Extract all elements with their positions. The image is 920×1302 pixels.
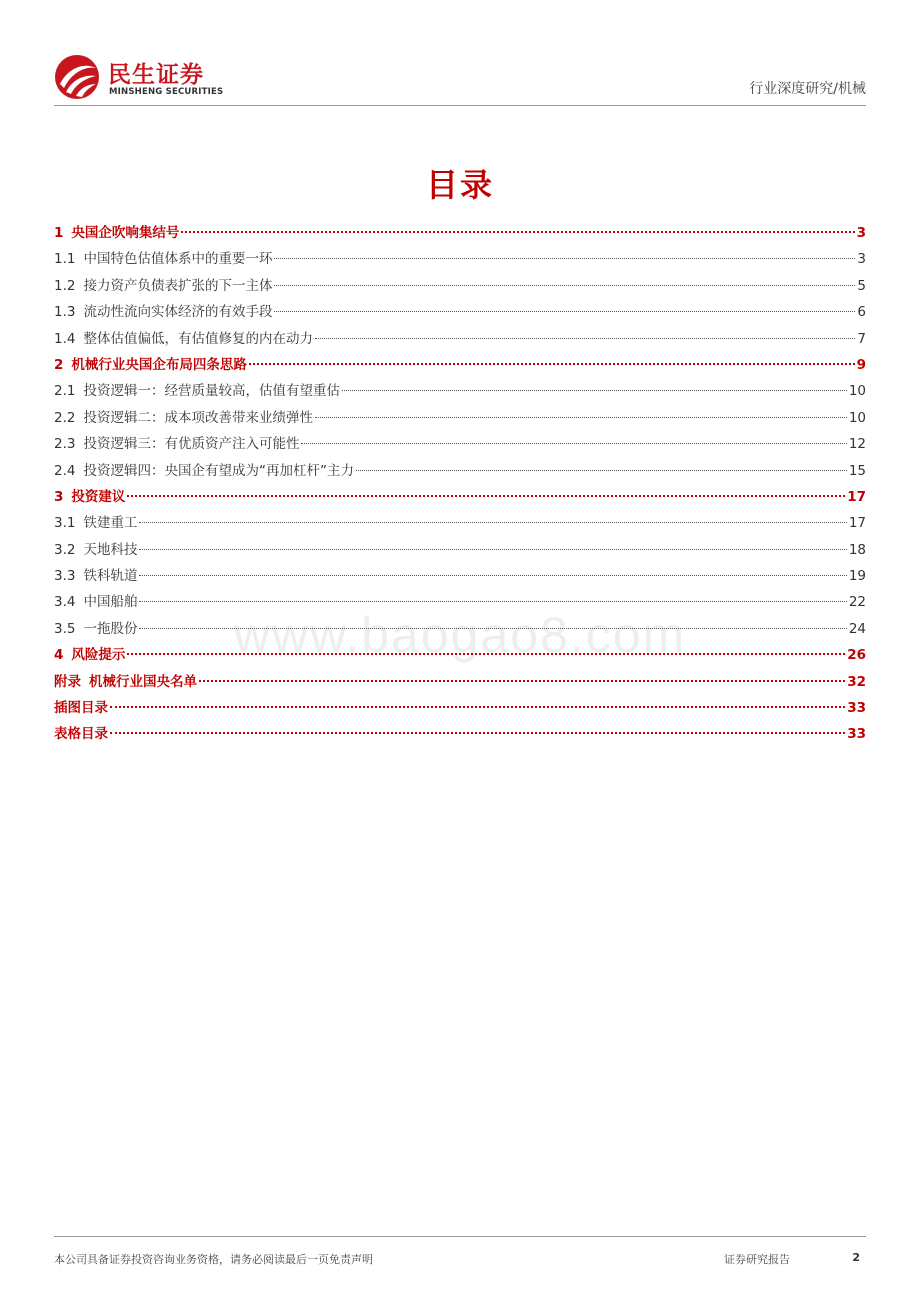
toc-dot-leader bbox=[181, 231, 854, 233]
toc-entry-title: 插图目录 bbox=[54, 700, 108, 717]
toc-subsection-entry[interactable] bbox=[54, 563, 866, 589]
toc-entry-number: 2.3 bbox=[54, 436, 76, 453]
toc-entry-page: 15 bbox=[848, 462, 866, 479]
toc-entry-number: 3.2 bbox=[54, 541, 76, 558]
toc-entry-title: 中国船舶 bbox=[83, 594, 138, 611]
toc-entry-page: 18 bbox=[848, 541, 866, 558]
toc-section-entry[interactable] bbox=[54, 484, 866, 510]
toc-entry-page: 19 bbox=[848, 568, 866, 585]
toc-entry-page: 5 bbox=[857, 277, 866, 294]
toc-entry-page: 17 bbox=[847, 488, 866, 505]
toc-entry-title: 投资建议 bbox=[71, 488, 126, 505]
toc-section-entry[interactable] bbox=[54, 220, 866, 246]
toc-subsection-entry[interactable] bbox=[54, 431, 866, 457]
page-header bbox=[54, 48, 866, 106]
toc-subsection-entry[interactable] bbox=[54, 326, 866, 352]
toc-entry-number: 3.5 bbox=[54, 620, 76, 637]
toc-entry-title: 投资逻辑二：成本项改善带来业绩弹性 bbox=[83, 409, 313, 426]
toc-entry-page: 33 bbox=[847, 726, 866, 743]
toc-entry-page: 33 bbox=[847, 700, 866, 717]
toc-entry-title: 投资逻辑一：经营质量较高，估值有望重估 bbox=[83, 383, 340, 400]
toc-entry-title: 中国特色估值体系中的重要一环 bbox=[83, 251, 273, 268]
toc-entry-number: 3.3 bbox=[54, 568, 76, 585]
toc-dot-leader bbox=[342, 390, 847, 391]
toc-entry-title: 铁科轨道 bbox=[83, 568, 138, 585]
toc-dot-leader bbox=[139, 575, 846, 576]
toc-dot-leader bbox=[199, 680, 845, 682]
toc-dot-leader bbox=[274, 311, 855, 312]
toc-entry-title: 接力资产负债表扩张的下一主体 bbox=[83, 277, 273, 294]
logo-chinese-name: 民生证券 bbox=[108, 62, 204, 88]
toc-entry-page: 6 bbox=[857, 304, 866, 321]
toc-entry-number: 2 bbox=[54, 356, 64, 373]
toc-entry-number: 2.1 bbox=[54, 383, 76, 400]
toc-entry-title: 天地科技 bbox=[83, 541, 138, 558]
toc-subsection-entry[interactable] bbox=[54, 616, 866, 642]
toc-dot-leader bbox=[356, 470, 847, 471]
toc-subsection-entry[interactable] bbox=[54, 405, 866, 431]
toc-entry-number: 1.4 bbox=[54, 330, 76, 347]
toc-entry-number: 附录 bbox=[54, 673, 81, 690]
toc-entry-number: 3 bbox=[54, 488, 64, 505]
footer-doc-type: 证券研究报告 bbox=[724, 1253, 790, 1266]
toc-section-entry[interactable] bbox=[54, 695, 866, 721]
toc-entry-number: 1 bbox=[54, 225, 64, 241]
toc-entry-page: 12 bbox=[848, 436, 866, 453]
toc-entry-title: 央国企吹响集结号 bbox=[71, 225, 180, 241]
toc-subsection-entry[interactable] bbox=[54, 378, 866, 404]
toc-entry-page: 22 bbox=[848, 594, 866, 611]
toc-dot-leader bbox=[315, 417, 847, 418]
toc-entry-number: 3.1 bbox=[54, 515, 76, 532]
toc-entry-page: 10 bbox=[848, 409, 866, 426]
toc-dot-leader bbox=[139, 628, 846, 629]
toc-entry-title: 投资逻辑三：有优质资产注入可能性 bbox=[83, 436, 300, 453]
toc-dot-leader bbox=[110, 732, 845, 734]
toc-subsection-entry[interactable] bbox=[54, 299, 866, 325]
toc-entry-page: 17 bbox=[848, 515, 866, 532]
watermark: www.baogao8.com bbox=[233, 607, 687, 663]
toc-entry-page: 3 bbox=[856, 225, 866, 241]
company-logo bbox=[54, 54, 234, 100]
toc-section-entry[interactable] bbox=[54, 352, 866, 378]
toc-entry-number: 3.4 bbox=[54, 594, 76, 611]
logo-english-name: MINSHENG SECURITIES bbox=[109, 87, 224, 97]
toc-dot-leader bbox=[127, 653, 845, 655]
toc-section-entry[interactable] bbox=[54, 669, 866, 695]
toc-entry-number: 1.3 bbox=[54, 304, 76, 321]
page-footer bbox=[54, 1236, 866, 1276]
toc-entry-page: 24 bbox=[848, 620, 866, 637]
toc-dot-leader bbox=[249, 363, 855, 365]
report-type-label: 行业深度研究/机械 bbox=[749, 81, 866, 97]
toc-subsection-entry[interactable] bbox=[54, 589, 866, 615]
toc-entry-number: 2.2 bbox=[54, 409, 76, 426]
toc-entry-title: 表格目录 bbox=[54, 726, 108, 743]
toc-title: 目录 bbox=[425, 166, 494, 204]
toc-entry-page: 3 bbox=[857, 251, 866, 268]
toc-entry-number: 4 bbox=[54, 647, 64, 664]
toc-dot-leader bbox=[315, 338, 855, 339]
toc-entry-page: 32 bbox=[847, 673, 866, 690]
toc-subsection-entry[interactable] bbox=[54, 537, 866, 563]
toc-dot-leader bbox=[110, 706, 845, 708]
toc-subsection-entry[interactable] bbox=[54, 458, 866, 484]
toc-entry-page: 7 bbox=[857, 330, 866, 347]
toc-entry-title: 机械行业国央名单 bbox=[89, 673, 197, 690]
toc-entry-title: 整体估值偏低，有估值修复的内在动力 bbox=[83, 330, 313, 347]
toc-entry-title: 一拖股份 bbox=[83, 620, 138, 637]
footer-disclaimer: 本公司具备证券投资咨询业务资格，请务必阅读最后一页免责声明 bbox=[54, 1253, 373, 1266]
minsheng-logo-icon bbox=[54, 54, 100, 100]
toc-entry-page: 10 bbox=[848, 383, 866, 400]
toc-subsection-entry[interactable] bbox=[54, 273, 866, 299]
table-of-contents bbox=[54, 220, 866, 748]
toc-entry-page: 26 bbox=[847, 647, 866, 664]
toc-dot-leader bbox=[301, 443, 846, 444]
toc-dot-leader bbox=[139, 549, 846, 550]
toc-entry-title: 风险提示 bbox=[71, 647, 126, 664]
toc-section-entry[interactable] bbox=[54, 721, 866, 747]
toc-entry-title: 投资逻辑四：央国企有望成为“再加杠杆”主力 bbox=[83, 462, 354, 479]
toc-entry-title: 铁建重工 bbox=[83, 515, 138, 532]
toc-entry-title: 机械行业央国企布局四条思路 bbox=[71, 356, 247, 373]
toc-entry-number: 1.1 bbox=[54, 251, 76, 268]
toc-entry-number: 2.4 bbox=[54, 462, 76, 479]
toc-entry-title: 流动性流向实体经济的有效手段 bbox=[83, 304, 273, 321]
toc-subsection-entry[interactable] bbox=[54, 246, 866, 272]
toc-entry-page: 9 bbox=[856, 356, 866, 373]
toc-dot-leader bbox=[274, 285, 855, 286]
toc-section-entry[interactable] bbox=[54, 642, 866, 668]
toc-dot-leader bbox=[274, 258, 855, 259]
toc-entry-number: 1.2 bbox=[54, 277, 76, 294]
toc-subsection-entry[interactable] bbox=[54, 510, 866, 536]
toc-dot-leader bbox=[139, 522, 846, 523]
toc-dot-leader bbox=[127, 495, 845, 497]
toc-dot-leader bbox=[139, 601, 846, 602]
page-number: 2 bbox=[852, 1251, 860, 1264]
